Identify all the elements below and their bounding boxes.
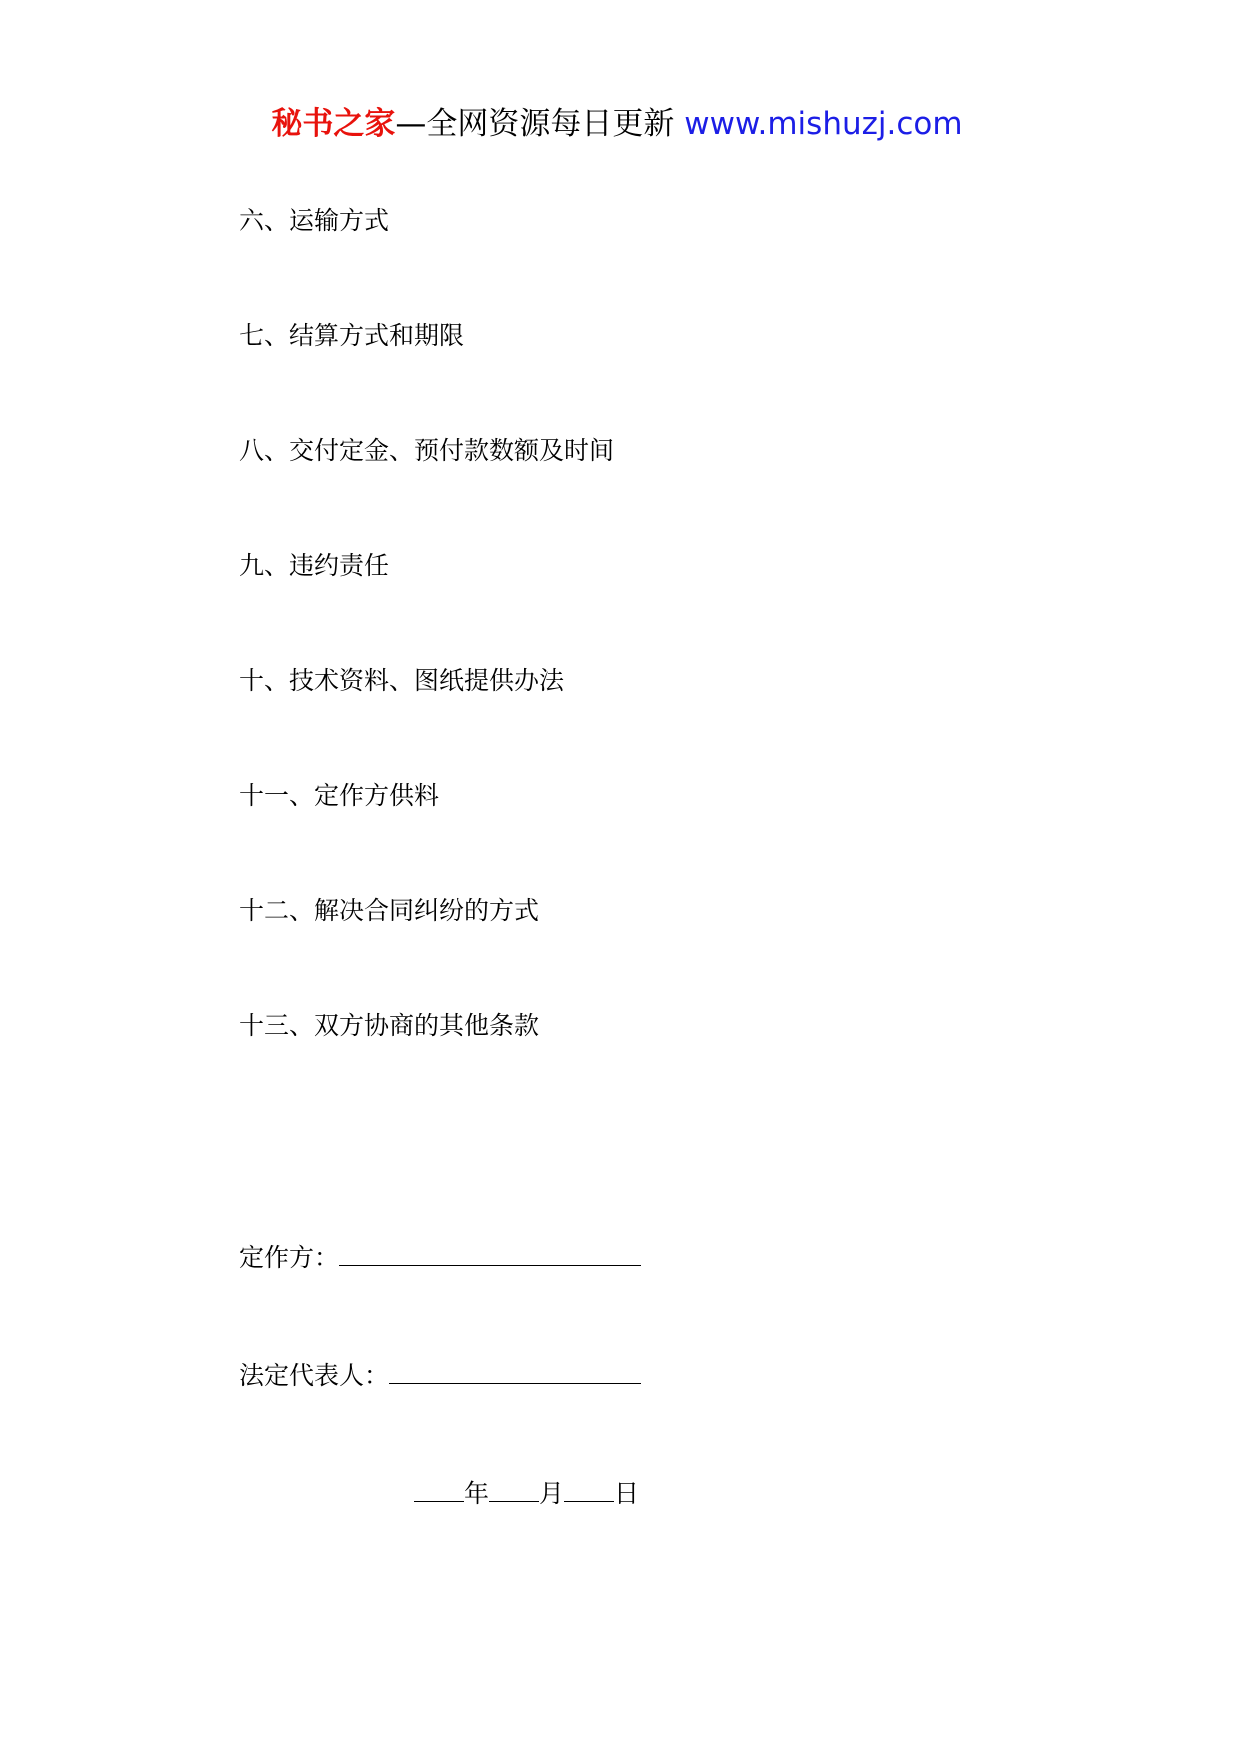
representative-label: 法定代表人： [239,1361,390,1390]
year-label: 年 [464,1479,490,1508]
party-signature-line [239,1240,641,1276]
day-label: 日 [614,1479,640,1508]
representative-blank-field[interactable] [389,1359,641,1384]
clause-11: 十一、定作方供料 [239,781,440,810]
month-label: 月 [539,1479,565,1508]
clause-7: 七、结算方式和期限 [239,321,465,350]
site-tagline: —全网资源每日更新 [395,106,685,142]
page-header [0,100,1234,148]
clause-13: 十三、双方协商的其他条款 [239,1011,540,1040]
date-line [414,1476,639,1512]
clause-10: 十、技术资料、图纸提供办法 [239,666,565,695]
day-blank-field[interactable] [564,1477,614,1502]
clause-9: 九、违约责任 [239,551,390,580]
clause-6: 六、运输方式 [239,206,390,235]
party-label: 定作方： [239,1243,340,1272]
site-url-link[interactable]: www.mishuzj.com [684,106,963,142]
site-brand: 秘书之家 [271,106,396,142]
clause-12: 十二、解决合同纠纷的方式 [239,896,540,925]
party-blank-field[interactable] [339,1241,641,1266]
representative-signature-line [239,1358,641,1394]
year-blank-field[interactable] [414,1477,464,1502]
clause-8: 八、交付定金、预付款数额及时间 [239,436,615,465]
month-blank-field[interactable] [489,1477,539,1502]
